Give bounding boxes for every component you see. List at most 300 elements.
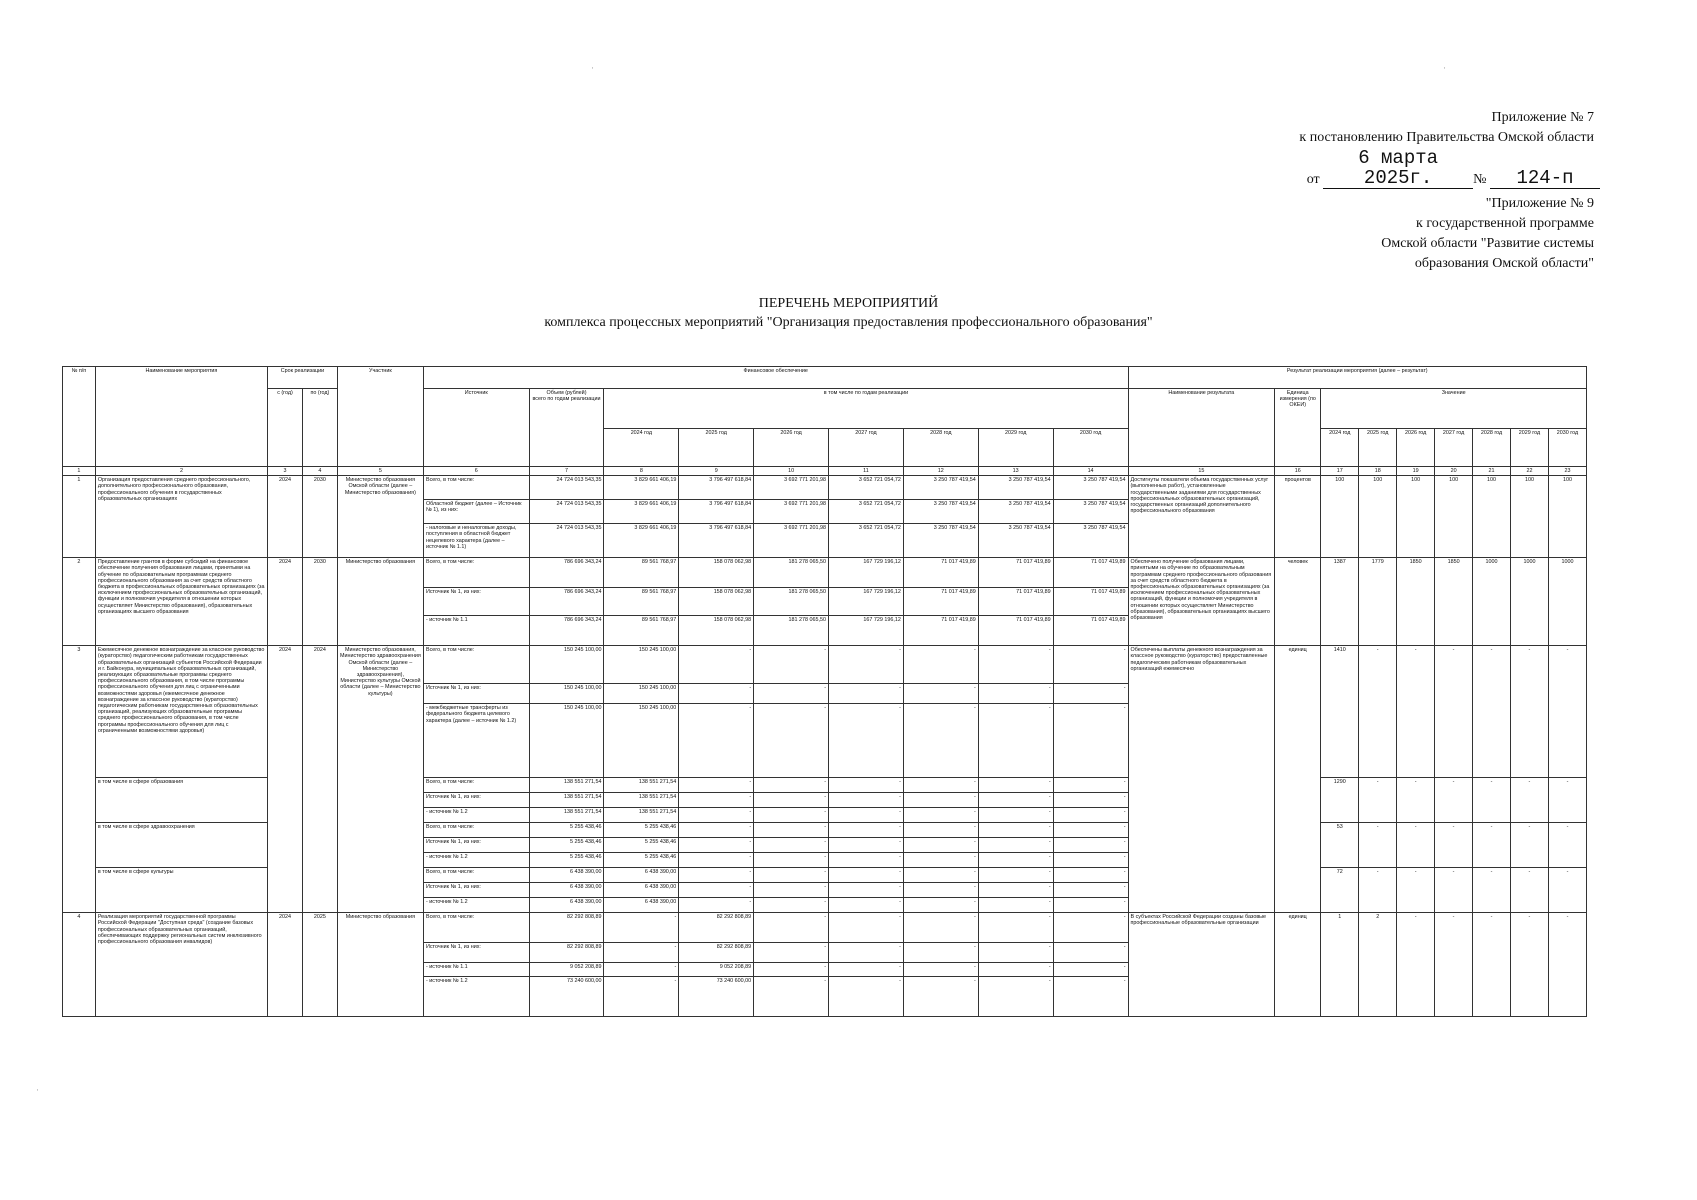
result-value-cell: - <box>1548 646 1586 778</box>
col-num-header: № п/п <box>63 367 96 467</box>
total-cell: 24 724 013 543,35 <box>529 476 604 500</box>
result-value-cell: - <box>1397 778 1435 823</box>
year-amount-cell: 71 017 419,89 <box>978 616 1053 646</box>
source-cell: Источник № 1, из них: <box>423 684 529 704</box>
program-line: образования Омской области" <box>1414 256 1594 271</box>
year-amount-cell: - <box>829 823 904 838</box>
source-cell: - источник № 1.1 <box>423 616 529 646</box>
year-amount-cell: 71 017 419,89 <box>1053 588 1128 616</box>
year-amount-cell: 5 255 438,46 <box>604 823 679 838</box>
column-number: 14 <box>1053 467 1128 476</box>
year-amount-cell: - <box>1053 977 1128 1017</box>
result-value-cell: 100 <box>1510 476 1548 558</box>
total-cell: 150 245 100,00 <box>529 684 604 704</box>
source-cell: Источник № 1, из них: <box>423 838 529 853</box>
column-number: 2 <box>95 467 267 476</box>
source-cell: Всего, в том числе: <box>423 558 529 588</box>
result-value-cell: - <box>1548 868 1586 913</box>
year-amount-cell: - <box>679 823 754 838</box>
result-value-cell: 1779 <box>1359 558 1397 646</box>
year-amount-cell: - <box>754 943 829 963</box>
year-amount-cell: 3 829 661 406,19 <box>604 476 679 500</box>
year-amount-cell: - <box>1053 898 1128 913</box>
year-amount-cell: - <box>978 913 1053 943</box>
year-amount-cell: - <box>903 704 978 778</box>
year-amount-cell: 82 292 808,89 <box>679 913 754 943</box>
year-amount-cell: 138 551 271,54 <box>604 778 679 793</box>
result-value-cell: - <box>1473 646 1511 778</box>
measure-name-cell: Предоставление грантов в форме субсидий на финансовое обеспечение получения образования лицами, принятыми на обучение по образовательным программам среднего профессионального образования за счет средств областного бюджета в профессиональных образовательных организациях (за исключением профессиональных образовательных организаций, функции и полномочия учредителя в отношении которых осуществляет Министерство образования), образовательных организациях высшего образования <box>95 558 267 646</box>
year-amount-cell: - <box>679 704 754 778</box>
result-value-cell: - <box>1510 868 1548 913</box>
year-amount-cell: 3 796 497 618,84 <box>679 500 754 524</box>
source-cell: - межбюджетные трансферты из федерального бюджета целевого характера (далее – источник № 1.2) <box>423 704 529 778</box>
year-header: 2030 год <box>1053 429 1128 467</box>
year-amount-cell: 158 078 062,98 <box>679 588 754 616</box>
year-amount-cell: 138 551 271,54 <box>604 793 679 808</box>
column-number: 8 <box>604 467 679 476</box>
document-subtitle: комплекса процессных мероприятий "Организация предоставления профессионального образования" <box>544 315 1153 330</box>
source-cell: - источник № 1.2 <box>423 977 529 1017</box>
year-amount-cell: - <box>829 778 904 793</box>
year-amount-cell: 3 652 721 054,72 <box>829 524 904 558</box>
year-amount-cell: 89 561 768,97 <box>604 588 679 616</box>
year-amount-cell: - <box>679 684 754 704</box>
year-amount-cell: - <box>829 793 904 808</box>
result-value-cell: - <box>1548 823 1586 868</box>
year-amount-cell: - <box>978 977 1053 1017</box>
year-amount-cell: - <box>829 704 904 778</box>
table-row <box>63 558 1587 588</box>
result-value-cell: 100 <box>1473 476 1511 558</box>
year-amount-cell: - <box>754 778 829 793</box>
year-amount-cell: - <box>978 868 1053 883</box>
year-amount-cell: - <box>1053 963 1128 977</box>
result-value-cell: - <box>1359 646 1397 778</box>
year-amount-cell: - <box>754 898 829 913</box>
year-from-cell: 2024 <box>268 646 303 913</box>
decree-number: 124-п <box>1490 168 1600 189</box>
result-value-cell: 1850 <box>1397 558 1435 646</box>
year-amount-cell: 6 438 390,00 <box>604 868 679 883</box>
year-amount-cell: 3 250 787 419,54 <box>1053 524 1128 558</box>
result-value-cell: 1 <box>1321 913 1359 1017</box>
col-result-name-header: Наименование результата <box>1128 389 1275 467</box>
row-number-cell: 1 <box>63 476 96 558</box>
column-number: 6 <box>423 467 529 476</box>
col-by-years-header: в том числе по годам реализации <box>604 389 1128 429</box>
year-amount-cell: 71 017 419,89 <box>903 558 978 588</box>
year-amount-cell: - <box>1053 778 1128 793</box>
participant-cell: Министерство образования Омской области (далее – Министерство образования) <box>337 476 423 558</box>
year-amount-cell: - <box>829 808 904 823</box>
column-number: 16 <box>1275 467 1321 476</box>
year-amount-cell: 167 729 196,12 <box>829 588 904 616</box>
result-value-cell: - <box>1548 778 1586 823</box>
appendix-block <box>1174 108 1594 148</box>
result-value-cell: - <box>1473 823 1511 868</box>
result-value-cell: - <box>1397 646 1435 778</box>
total-cell: 6 438 390,00 <box>529 868 604 883</box>
result-value-cell: - <box>1359 778 1397 823</box>
year-amount-cell: 73 240 600,00 <box>679 977 754 1017</box>
result-value-cell: - <box>1473 913 1511 1017</box>
year-amount-cell: - <box>829 853 904 868</box>
year-amount-cell: 89 561 768,97 <box>604 558 679 588</box>
total-cell: 73 240 600,00 <box>529 977 604 1017</box>
column-number: 23 <box>1548 467 1586 476</box>
year-amount-cell: - <box>754 868 829 883</box>
year-amount-cell: - <box>1053 943 1128 963</box>
year-amount-cell: - <box>604 913 679 943</box>
year-amount-cell: 3 250 787 419,54 <box>903 500 978 524</box>
year-amount-cell: - <box>754 808 829 823</box>
col-participant-header: Участник <box>337 367 423 467</box>
participant-cell: Министерство образования, Министерство здравоохранения Омской области (далее – Министерство здравоохранения), Министерство культуры Омской области (далее – Министерство культуры) <box>337 646 423 913</box>
year-amount-cell: - <box>978 943 1053 963</box>
source-cell: Источник № 1, из них: <box>423 883 529 898</box>
result-value-cell: 1387 <box>1321 558 1359 646</box>
column-number: 17 <box>1321 467 1359 476</box>
col-total-header <box>529 389 604 467</box>
year-header: 2025 год <box>679 429 754 467</box>
column-number: 22 <box>1510 467 1548 476</box>
result-value-cell: 1000 <box>1473 558 1511 646</box>
year-amount-cell: - <box>679 898 754 913</box>
column-number: 9 <box>679 467 754 476</box>
year-amount-cell: - <box>754 913 829 943</box>
year-amount-cell: - <box>604 977 679 1017</box>
col-name-header: Наименование мероприятия <box>95 367 267 467</box>
year-amount-cell: - <box>679 838 754 853</box>
year-amount-cell: - <box>978 853 1053 868</box>
year-header: 2027 год <box>829 429 904 467</box>
year-header: 2026 год <box>754 429 829 467</box>
col-unit-header: Единица измерения (по ОКЕИ) <box>1275 389 1321 467</box>
column-number: 13 <box>978 467 1053 476</box>
year-amount-cell: - <box>903 913 978 943</box>
result-year-header: 2027 год <box>1435 429 1473 467</box>
year-amount-cell: 5 255 438,46 <box>604 853 679 868</box>
year-amount-cell: 6 438 390,00 <box>604 883 679 898</box>
col-total-label: всего по годам реализации <box>532 396 601 403</box>
total-cell: 786 696 343,24 <box>529 588 604 616</box>
column-number: 7 <box>529 467 604 476</box>
result-year-header: 2030 год <box>1548 429 1586 467</box>
year-amount-cell: 181 278 065,50 <box>754 616 829 646</box>
year-amount-cell: 71 017 419,89 <box>903 616 978 646</box>
year-amount-cell: - <box>903 883 978 898</box>
year-amount-cell: - <box>978 808 1053 823</box>
year-amount-cell: 6 438 390,00 <box>604 898 679 913</box>
result-value-cell: - <box>1510 823 1548 868</box>
result-value-cell: - <box>1435 646 1473 778</box>
col-financing-header: Финансовое обеспечение <box>423 367 1128 389</box>
year-amount-cell: 5 255 438,46 <box>604 838 679 853</box>
scan-speck: · <box>1443 63 1446 73</box>
year-amount-cell: - <box>978 823 1053 838</box>
year-amount-cell: 150 245 100,00 <box>604 704 679 778</box>
year-amount-cell: - <box>829 838 904 853</box>
table-head <box>63 367 1587 476</box>
year-amount-cell: - <box>1053 838 1128 853</box>
unit-cell: единиц <box>1275 646 1321 913</box>
year-amount-cell: - <box>978 684 1053 704</box>
col-from-header: с (год) <box>268 389 303 467</box>
year-amount-cell: 71 017 419,89 <box>1053 558 1128 588</box>
year-amount-cell: - <box>754 646 829 684</box>
column-number: 5 <box>337 467 423 476</box>
source-cell: Источник № 1, из них: <box>423 793 529 808</box>
year-amount-cell: 3 692 771 201,98 <box>754 476 829 500</box>
year-amount-cell: 9 052 208,89 <box>679 963 754 977</box>
source-cell: Всего, в том числе: <box>423 823 529 838</box>
result-value-cell: 100 <box>1397 476 1435 558</box>
result-value-cell: 2 <box>1359 913 1397 1017</box>
year-amount-cell: - <box>679 883 754 898</box>
total-cell: 6 438 390,00 <box>529 898 604 913</box>
year-amount-cell: 3 250 787 419,54 <box>978 476 1053 500</box>
year-to-cell: 2025 <box>302 913 337 1017</box>
source-cell: Источник № 1, из них: <box>423 588 529 616</box>
year-amount-cell: - <box>1053 853 1128 868</box>
year-amount-cell: 158 078 062,98 <box>679 616 754 646</box>
result-value-cell: - <box>1359 868 1397 913</box>
result-name-cell: Обеспечены выплаты денежного вознаграждения за классное руководство (кураторство) предоставленные педагогическим работникам образовательных организаций ежемесячно <box>1128 646 1275 913</box>
year-amount-cell: - <box>754 793 829 808</box>
column-number: 19 <box>1397 467 1435 476</box>
year-amount-cell: 3 250 787 419,54 <box>1053 500 1128 524</box>
year-amount-cell: - <box>679 778 754 793</box>
result-year-header: 2029 год <box>1510 429 1548 467</box>
year-amount-cell: 150 245 100,00 <box>604 646 679 684</box>
year-amount-cell: - <box>829 684 904 704</box>
program-line: Омской области "Развитие системы <box>1381 236 1594 251</box>
result-value-cell: - <box>1473 778 1511 823</box>
year-from-cell: 2024 <box>268 476 303 558</box>
column-number: 12 <box>903 467 978 476</box>
program-appendix-title: "Приложение № 9 <box>1485 196 1594 211</box>
year-amount-cell: - <box>1053 646 1128 684</box>
total-cell: 786 696 343,24 <box>529 616 604 646</box>
year-amount-cell: - <box>1053 793 1128 808</box>
sub-measure-name-cell: в том числе в сфере здравоохранения <box>95 823 267 868</box>
year-amount-cell: 71 017 419,89 <box>1053 616 1128 646</box>
year-amount-cell: - <box>903 823 978 838</box>
year-amount-cell: - <box>604 943 679 963</box>
source-cell: - источник № 1.2 <box>423 898 529 913</box>
result-value-cell: 1000 <box>1510 558 1548 646</box>
measure-name-cell: Реализация мероприятий государственной программы Российской Федерации "Доступная среда" (создание базовых профессиональных образовательных организаций, обеспечивающих поддержку региональных систем инклюзивного профессионального образования инвалидов) <box>95 913 267 1017</box>
result-value-cell: - <box>1359 823 1397 868</box>
year-header: 2029 год <box>978 429 1053 467</box>
result-value-cell: 53 <box>1321 823 1359 868</box>
result-value-cell: - <box>1510 778 1548 823</box>
year-amount-cell: 3 250 787 419,54 <box>978 500 1053 524</box>
column-number: 20 <box>1435 467 1473 476</box>
year-amount-cell: 71 017 419,89 <box>903 588 978 616</box>
year-amount-cell: - <box>978 778 1053 793</box>
year-amount-cell: - <box>1053 704 1128 778</box>
year-amount-cell: - <box>829 898 904 913</box>
year-amount-cell: 71 017 419,89 <box>978 588 1053 616</box>
table-row <box>63 476 1587 500</box>
year-amount-cell: - <box>978 793 1053 808</box>
row-number-cell: 3 <box>63 646 96 913</box>
year-amount-cell: - <box>903 793 978 808</box>
source-cell: Всего, в том числе: <box>423 913 529 943</box>
total-cell: 138 551 271,54 <box>529 793 604 808</box>
participant-cell: Министерство образования <box>337 558 423 646</box>
total-cell: 138 551 271,54 <box>529 808 604 823</box>
year-amount-cell: 3 692 771 201,98 <box>754 500 829 524</box>
result-value-cell: 1410 <box>1321 646 1359 778</box>
total-cell: 786 696 343,24 <box>529 558 604 588</box>
unit-cell: человек <box>1275 558 1321 646</box>
result-value-cell: 72 <box>1321 868 1359 913</box>
source-cell: Всего, в том числе: <box>423 778 529 793</box>
year-amount-cell: 138 551 271,54 <box>604 808 679 823</box>
result-value-cell: 1290 <box>1321 778 1359 823</box>
column-number: 15 <box>1128 467 1275 476</box>
year-amount-cell: 3 796 497 618,84 <box>679 524 754 558</box>
year-amount-cell: 3 652 721 054,72 <box>829 476 904 500</box>
result-value-cell: 100 <box>1548 476 1586 558</box>
year-amount-cell: - <box>754 838 829 853</box>
year-amount-cell: - <box>754 823 829 838</box>
total-cell: 150 245 100,00 <box>529 646 604 684</box>
year-amount-cell: - <box>754 883 829 898</box>
result-value-cell: - <box>1397 823 1435 868</box>
result-year-header: 2026 год <box>1397 429 1435 467</box>
result-value-cell: - <box>1435 913 1473 1017</box>
year-amount-cell: - <box>829 883 904 898</box>
year-amount-cell: - <box>903 853 978 868</box>
result-name-cell: Достигнуты показатели объема государственных услуг (выполненных работ), установленные государственными заданиями для государственных профессиональных образовательных организаций, государственных организаций дополнительного профессионального образования <box>1128 476 1275 558</box>
total-cell: 5 255 438,46 <box>529 853 604 868</box>
year-amount-cell: - <box>978 898 1053 913</box>
total-cell: 5 255 438,46 <box>529 838 604 853</box>
decree-from: от <box>1306 172 1320 187</box>
total-cell: 5 255 438,46 <box>529 823 604 838</box>
col-value-header: Значение <box>1321 389 1587 429</box>
measure-name-cell: Ежемесячное денежное вознаграждение за классное руководство (кураторство) педагогическим работникам государственных образовательных организаций субъектов Российской Федерации и г. Байконура, муниципальных образовательных организаций, реализующих образовательные программы среднего профессионального образования, в том числе программы профессионального обучения для лиц с ограниченными возможностями здоровья (ежемесячное денежное вознаграждение за классное руководство (кураторство) педагогическим работникам государственных образовательных организаций, реализующих образовательные программы среднего профессионального образования, в том числе программы профессионального обучения для лиц с ограниченными возможностями здоровья) <box>95 646 267 778</box>
table-row <box>63 646 1587 684</box>
column-numbers-row <box>63 467 1587 476</box>
source-cell: - налоговые и неналоговые доходы, поступления в областной бюджет нецелевого характера (далее – источник № 1.1) <box>423 524 529 558</box>
year-amount-cell: - <box>829 977 904 1017</box>
row-number-cell: 2 <box>63 558 96 646</box>
source-cell: - источник № 1.1 <box>423 963 529 977</box>
year-amount-cell: - <box>978 963 1053 977</box>
column-number: 3 <box>268 467 303 476</box>
total-cell: 82 292 808,89 <box>529 943 604 963</box>
year-amount-cell: - <box>1053 684 1128 704</box>
participant-cell: Министерство образования <box>337 913 423 1017</box>
year-amount-cell: 3 250 787 419,54 <box>978 524 1053 558</box>
result-name-cell: В субъектах Российской Федерации созданы базовые профессиональные образовательные организации <box>1128 913 1275 1017</box>
year-amount-cell: 3 829 661 406,19 <box>604 524 679 558</box>
total-cell: 6 438 390,00 <box>529 883 604 898</box>
program-line: к государственной программе <box>1416 216 1594 231</box>
result-value-cell: - <box>1473 868 1511 913</box>
table-body <box>63 476 1587 1017</box>
column-number: 21 <box>1473 467 1511 476</box>
result-value-cell: 1850 <box>1435 558 1473 646</box>
year-amount-cell: 3 796 497 618,84 <box>679 476 754 500</box>
year-amount-cell: - <box>903 646 978 684</box>
year-amount-cell: - <box>1053 808 1128 823</box>
year-amount-cell: 150 245 100,00 <box>604 684 679 704</box>
result-value-cell: - <box>1397 868 1435 913</box>
result-value-cell: - <box>1548 913 1586 1017</box>
column-number: 11 <box>829 467 904 476</box>
total-cell: 9 052 208,89 <box>529 963 604 977</box>
year-from-cell: 2024 <box>268 558 303 646</box>
result-value-cell: - <box>1510 913 1548 1017</box>
measures-table <box>62 366 1587 1017</box>
result-value-cell: 100 <box>1435 476 1473 558</box>
unit-cell: процентов <box>1275 476 1321 558</box>
year-amount-cell: - <box>754 704 829 778</box>
year-amount-cell: - <box>903 838 978 853</box>
year-amount-cell: - <box>829 913 904 943</box>
year-amount-cell: 3 250 787 419,54 <box>903 476 978 500</box>
year-amount-cell: - <box>754 977 829 1017</box>
source-cell: - источник № 1.2 <box>423 853 529 868</box>
year-amount-cell: - <box>679 853 754 868</box>
year-amount-cell: - <box>754 853 829 868</box>
year-from-cell: 2024 <box>268 913 303 1017</box>
source-cell: Источник № 1, из них: <box>423 943 529 963</box>
col-term-header: Срок реализации <box>268 367 338 389</box>
year-to-cell: 2030 <box>302 558 337 646</box>
year-amount-cell: - <box>903 868 978 883</box>
col-source-header: Источник <box>423 389 529 467</box>
year-amount-cell: - <box>679 646 754 684</box>
year-amount-cell: - <box>679 868 754 883</box>
year-amount-cell: - <box>903 943 978 963</box>
year-header: 2028 год <box>903 429 978 467</box>
year-amount-cell: - <box>1053 913 1128 943</box>
sub-measure-name-cell: в том числе в сфере культуры <box>95 868 267 913</box>
result-value-cell: 100 <box>1321 476 1359 558</box>
year-amount-cell: - <box>903 808 978 823</box>
sub-measure-name-cell: в том числе в сфере образования <box>95 778 267 823</box>
result-value-cell: 100 <box>1359 476 1397 558</box>
year-to-cell: 2030 <box>302 476 337 558</box>
col-volume-header: Объем (рублей) <box>546 390 587 396</box>
year-amount-cell: - <box>903 684 978 704</box>
year-amount-cell: - <box>903 898 978 913</box>
scan-speck: · <box>591 63 594 73</box>
column-number: 4 <box>302 467 337 476</box>
document-title: ПЕРЕЧЕНЬ МЕРОПРИЯТИЙ <box>758 296 939 311</box>
year-amount-cell: - <box>903 977 978 1017</box>
col-to-header: по (год) <box>302 389 337 467</box>
total-cell: 82 292 808,89 <box>529 913 604 943</box>
year-header: 2024 год <box>604 429 679 467</box>
year-amount-cell: 3 829 661 406,19 <box>604 500 679 524</box>
year-amount-cell: - <box>1053 823 1128 838</box>
decree-date: 6 марта 2025г. <box>1323 148 1473 189</box>
result-value-cell: - <box>1435 868 1473 913</box>
year-amount-cell: - <box>1053 883 1128 898</box>
year-to-cell: 2024 <box>302 646 337 913</box>
column-number: 18 <box>1359 467 1397 476</box>
year-amount-cell: - <box>1053 868 1128 883</box>
source-cell: Областной бюджет (далее – Источник № 1), из них: <box>423 500 529 524</box>
